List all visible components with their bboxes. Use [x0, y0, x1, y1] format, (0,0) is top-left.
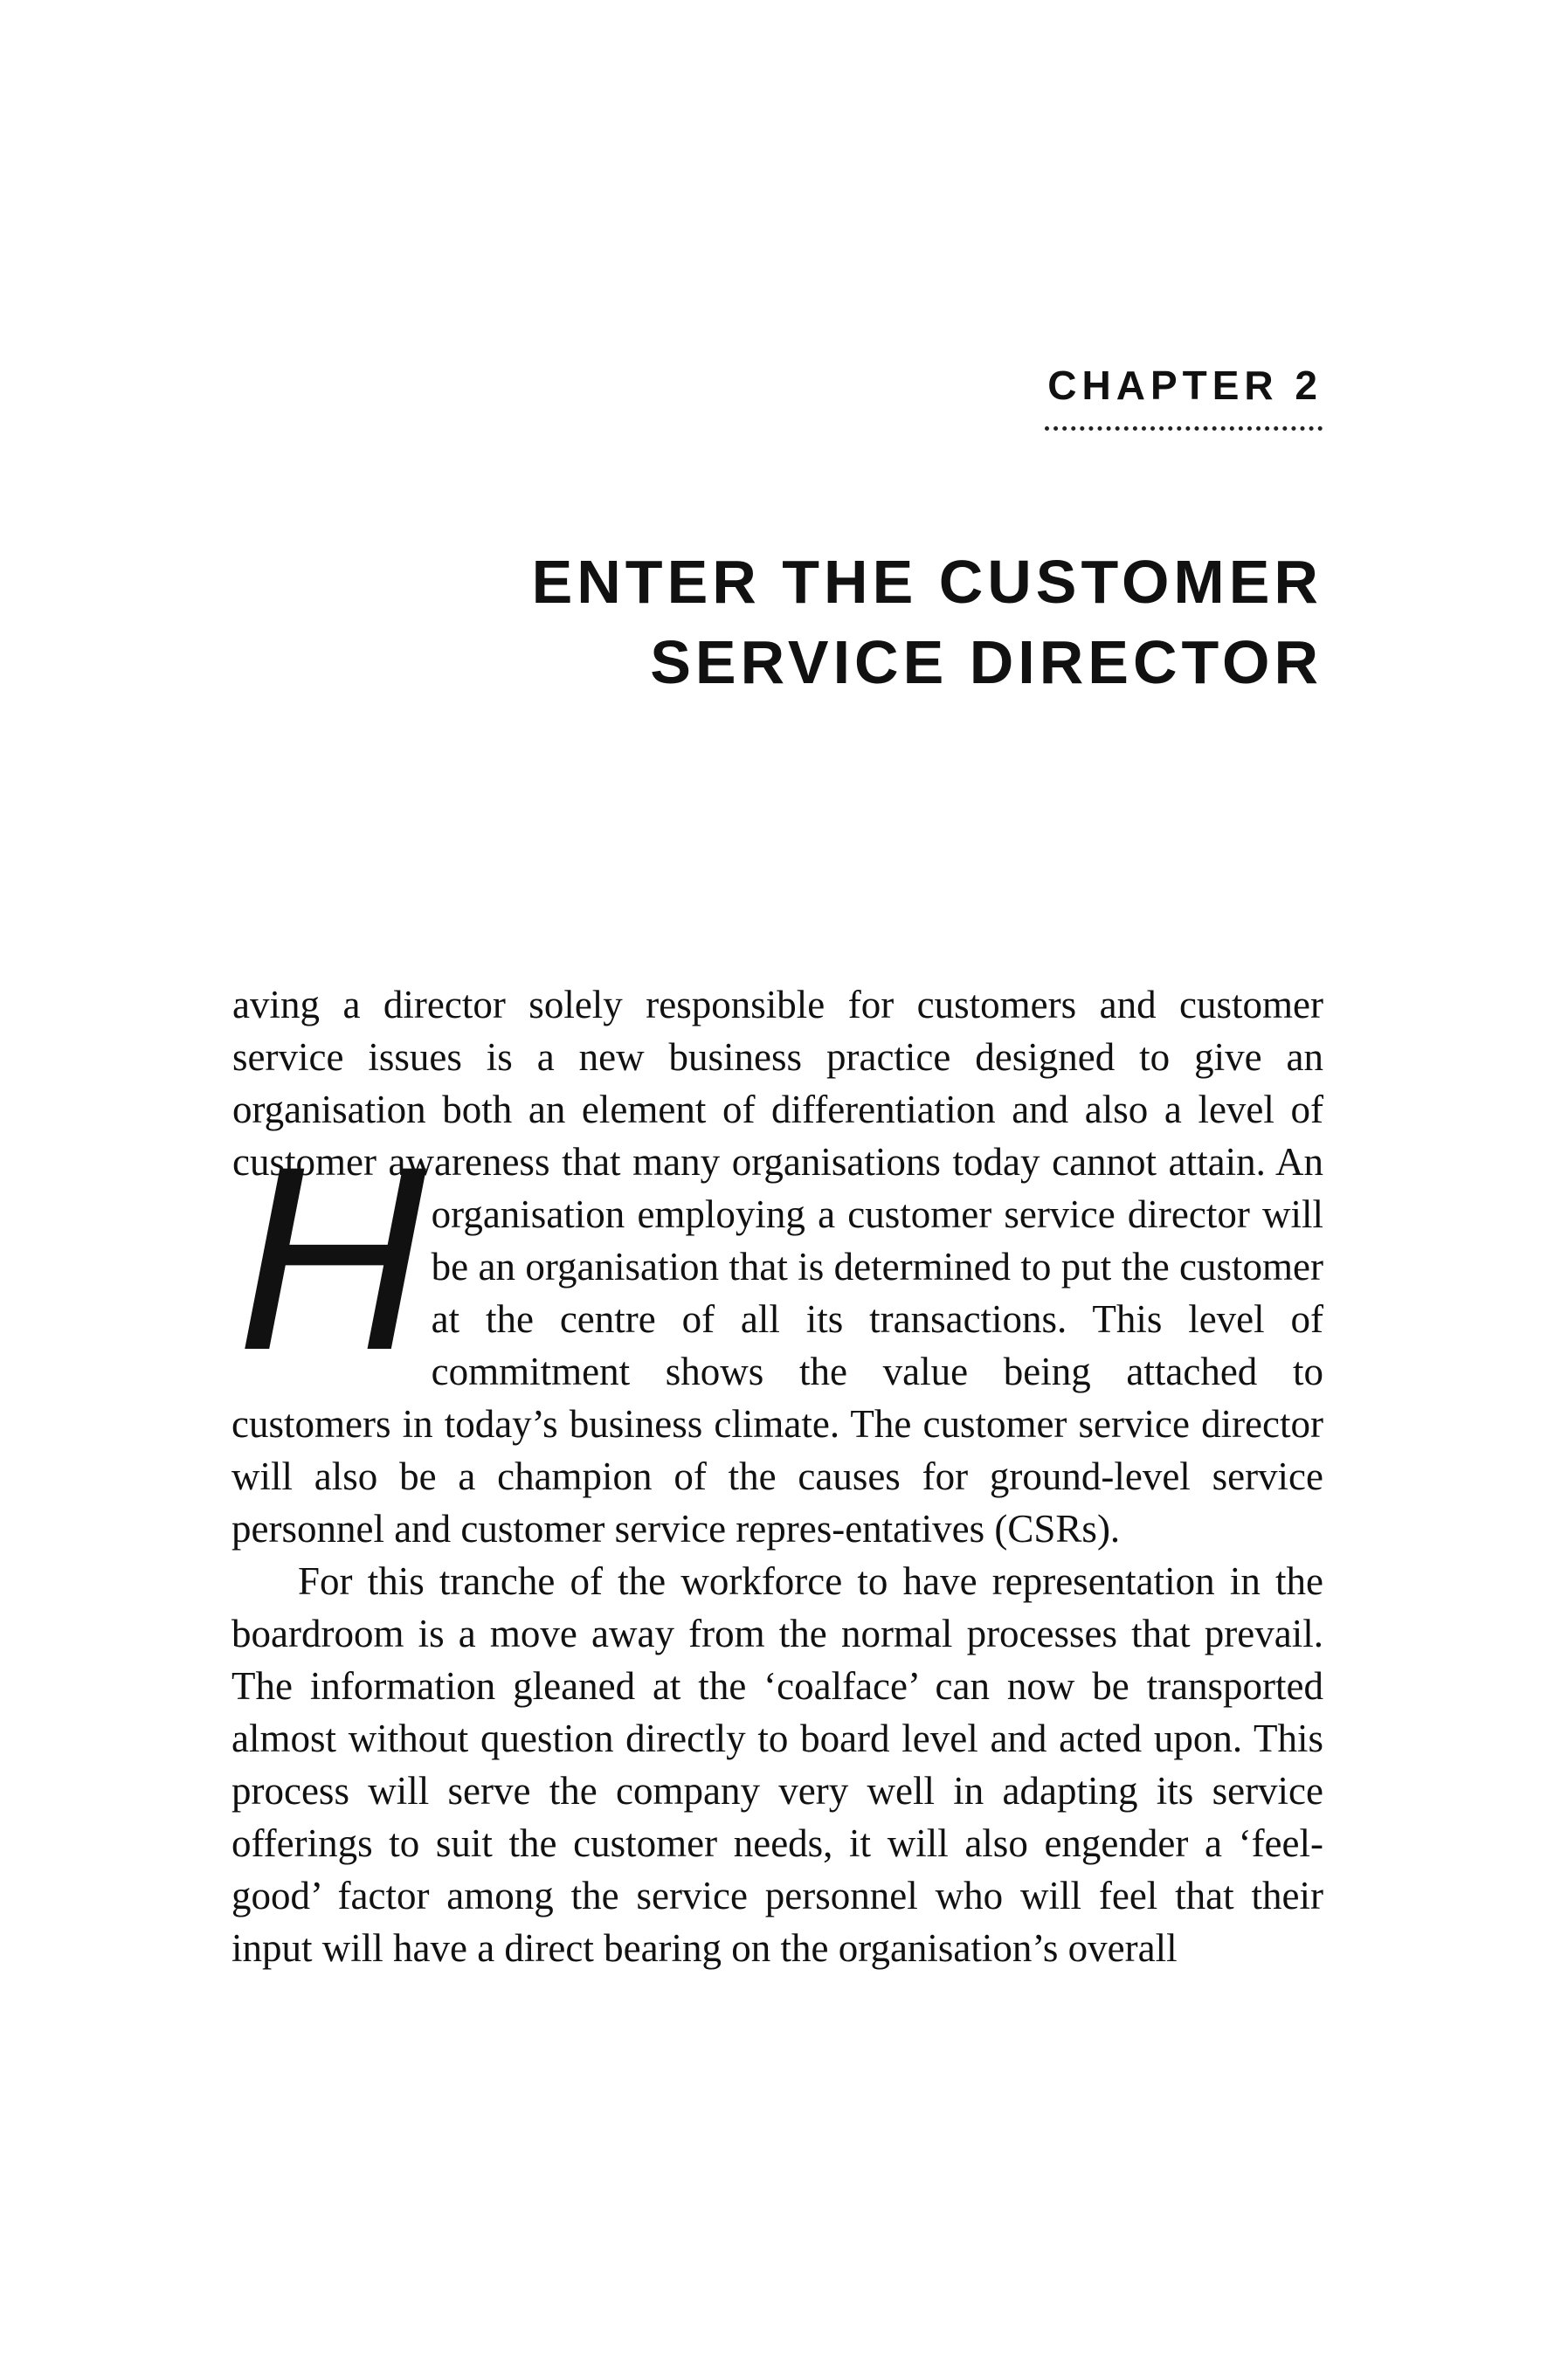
- drop-cap: H: [237, 1111, 426, 1405]
- paragraph-1: [231, 978, 1323, 1555]
- chapter-title: [362, 542, 1323, 702]
- chapter-title-line-2: SERVICE DIRECTOR: [650, 628, 1323, 696]
- paragraph-2: For this tranche of the workforce to have representation in the boardroom is a move away from the normal processes that prevail. The information gleaned at the ‘coalface’ can now be transported almost without question directly to board level and acted upon. This process will serve the company very well in adapting its service offerings to suit the customer needs, it will also engender a ‘feel-good’ factor among the service personnel who will feel that their input will have a direct bearing on the organisation’s overall: [231, 1559, 1323, 1970]
- chapter-dotted-rule: [1045, 426, 1323, 431]
- paragraph-1-text: aving a director solely responsible for customers and customer service issues is a new business practice designed to give an organisation both an element of differentiation and also a level of customer awareness that many organisations today cannot attain. An organisation employing a customer service director will be an organisation that is determined to put the customer at the centre of all its transactions. This level of commitment shows the value being attached to customers in today’s business climate. The customer service director will also be a champion of the causes for ground-level service personnel and customer service repres-entatives (CSRs).: [231, 983, 1323, 1551]
- body-text: [231, 978, 1323, 1974]
- chapter-label: CHAPTER 2: [1047, 363, 1323, 408]
- chapter-title-line-1: ENTER THE CUSTOMER: [531, 548, 1323, 616]
